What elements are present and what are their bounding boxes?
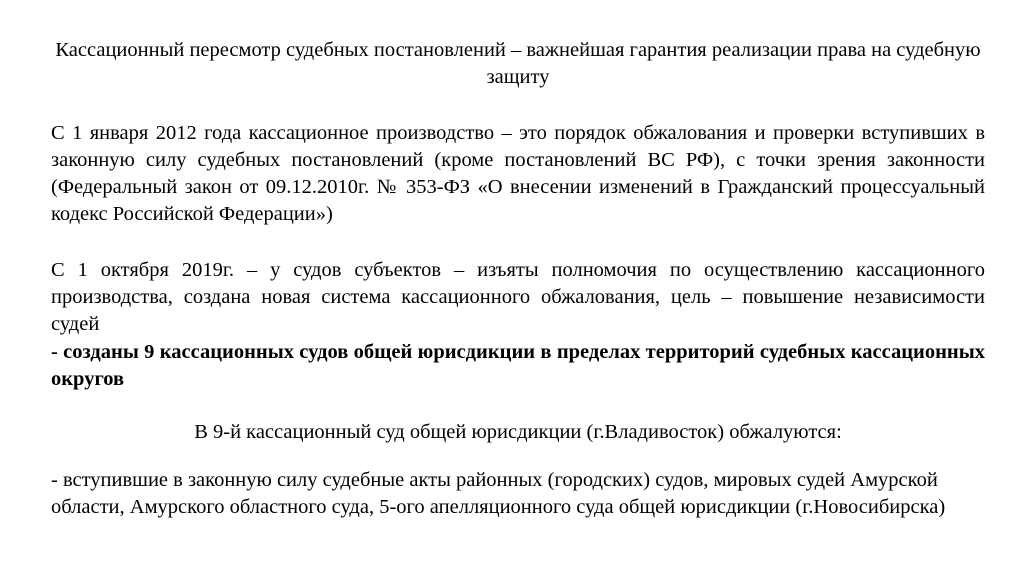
paragraph-cassation-definition: С 1 января 2012 года кассационное производство – это порядок обжалования и проверки вступивших в законную силу судебных постановлений (кроме постановлений ВС РФ), с точки зрения законности (Федеральный закон от 09.12.2010г. № 353-ФЗ «О внесении изменений в Гражданский процессуальный кодекс Российской Федерации») — [51, 121, 985, 226]
paragraph-ninth-court-heading: В 9-й кассационный суд общей юрисдикции (г.Владивосток) обжалуются: — [194, 421, 842, 444]
paragraph-2019-reform: С 1 октября 2019г. – у судов субъектов – изъяты полномочия по осуществлению кассационного производства, создана новая система кассационного обжалования, цель – повышение независимости судей — [51, 258, 985, 336]
document-title: Кассационный пересмотр судебных постановлений – важнейшая гарантия реализации права на судебную защиту — [55, 39, 981, 89]
document-page — [51, 37, 985, 522]
paragraph-appealed-acts: - вступившие в законную силу судебные акты районных (городских) судов, мировых судей Амурской области, Амурского областного суда, 5-ого апелляционного суда общей юрисдикции (г.Новосибирска) — [51, 469, 946, 519]
paragraph-nine-courts: - созданы 9 кассационных судов общей юрисдикции в пределах территорий судебных кассационных округов — [51, 340, 985, 390]
